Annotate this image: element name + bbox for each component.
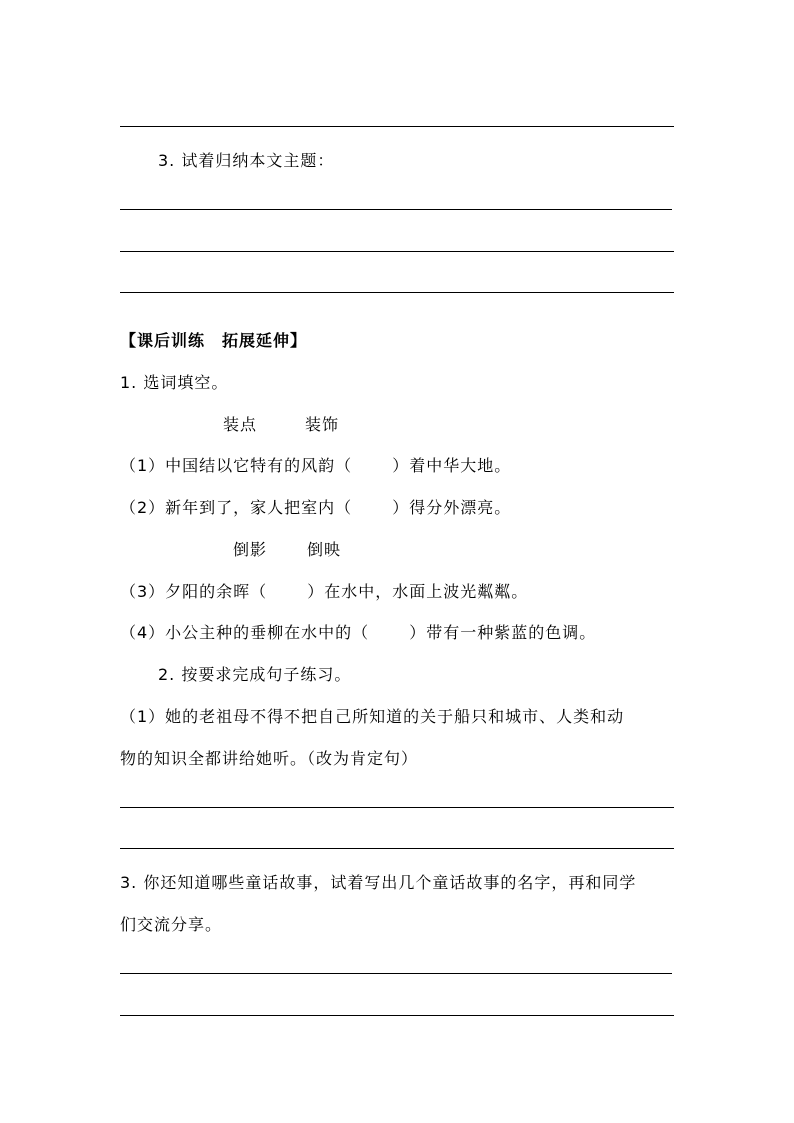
fill-in-item (120, 622, 596, 644)
question-fill-in-title: 1. 选词填空。 (120, 373, 229, 392)
answer-line (120, 126, 674, 127)
fill-in-item (120, 497, 511, 519)
answer-line (120, 209, 672, 210)
sentence-item-line: 物的知识全都讲给她听。（改为肯定句） (120, 749, 419, 768)
fill-in-item (120, 455, 511, 477)
section-title: 【课后训练 拓展延伸】 (120, 331, 308, 350)
fill-in-item-prefix: （2）新年到了，家人把室内（ (120, 498, 353, 517)
question-fairy-tales-line: 们交流分享。 (120, 915, 223, 934)
word-choice: 倒映 (307, 540, 342, 559)
fill-in-item-suffix: ）带有一种紫蓝的色调。 (409, 623, 597, 642)
word-choice: 装饰 (305, 415, 340, 434)
sentence-item-line: （1）她的老祖母不得不把自己所知道的关于船只和城市、人类和动 (120, 707, 625, 726)
fill-in-item-prefix: （3）夕阳的余晖（ (120, 582, 268, 601)
word-choice-pair (223, 414, 339, 436)
question-fairy-tales-line: 3. 你还知道哪些童话故事，试着写出几个童话故事的名字，再和同学 (120, 873, 637, 892)
fill-in-item-prefix: （1）中国结以它特有的风韵（ (120, 456, 353, 475)
answer-line (120, 973, 672, 974)
fill-in-item-suffix: ）在水中，水面上波光粼粼。 (307, 582, 529, 601)
fill-in-item-suffix: ）着中华大地。 (392, 456, 512, 475)
answer-line (120, 848, 674, 849)
answer-line (120, 1015, 674, 1016)
answer-line (120, 251, 674, 252)
word-choice-pair (233, 539, 341, 561)
answer-line (120, 292, 674, 293)
fill-in-item-suffix: ）得分外漂亮。 (392, 498, 512, 517)
fill-in-item (120, 581, 528, 603)
question-summarize-theme: 3. 试着归纳本文主题： (158, 151, 335, 170)
word-choice: 装点 (223, 415, 258, 434)
answer-line (120, 807, 674, 808)
question-sentence-practice-title: 2. 按要求完成句子练习。 (158, 665, 352, 684)
fill-in-item-prefix: （4）小公主种的垂柳在水中的（ (120, 623, 370, 642)
word-choice: 倒影 (233, 540, 268, 559)
